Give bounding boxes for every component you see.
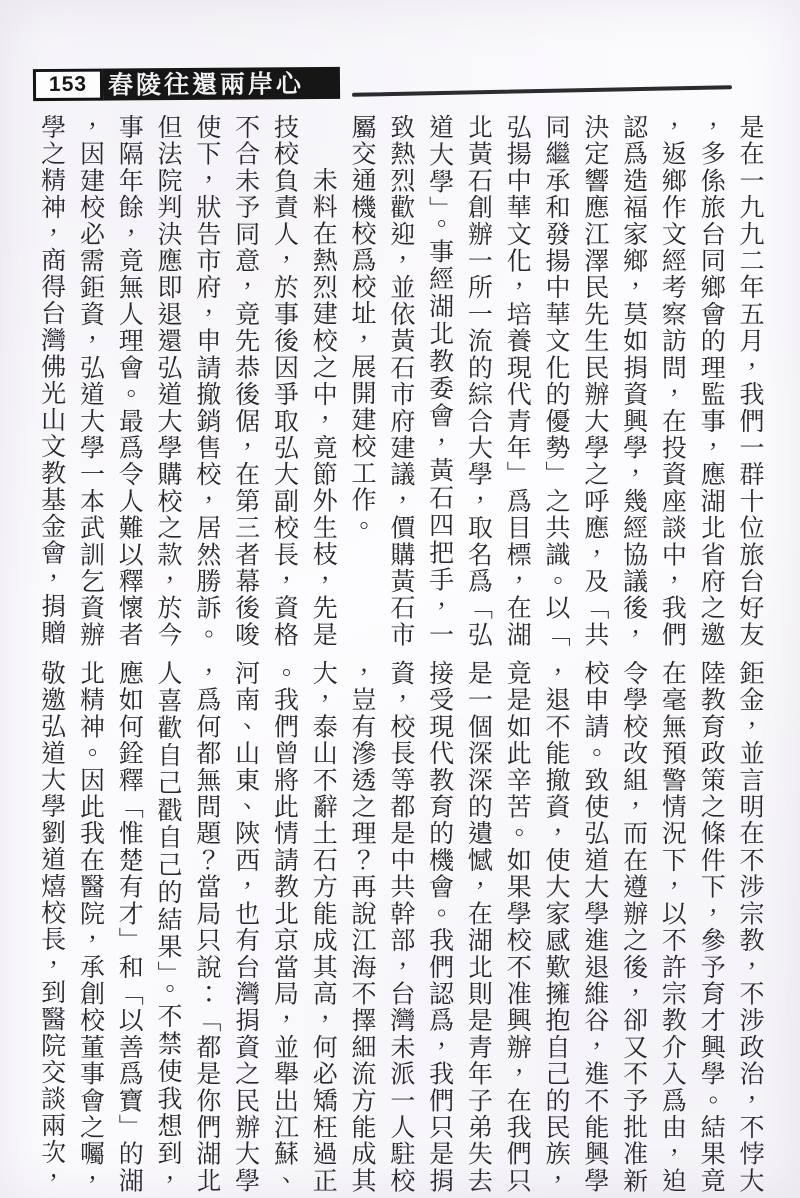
header-rule-line <box>352 85 732 96</box>
paragraph-continuation-2: 鉅金，並言明在不涉宗教，不涉政治，不悖大陸教育政策之條件下，參予育才興學。結果竟在毫無預警情況下，以不許宗教介入爲由，迫令學校改組，而在遵辦之後，卻又不予批准新校申請。致使弘道大學進退維谷，進不能興學，退不能撤資，使大家感歎擁抱自己的民族，竟是如此辛苦。如果學校不准興辦，在我們只是一個深深的遺憾，在湖北則是青年子弟失去接受現代教育的機會。我們認爲，我們只是捐資，校長等都是中共幹部，台灣未派一人駐校，豈有滲透之理？再說江海不擇細流方能成其大，泰山不辭土石方能成其高，何必矯枉過正。我們曾將此情請教北京當局，並舉出江蘇、河南、山東、陝西，也有台灣捐資之民辦大學，爲何都無問題？當局只說：「都是你們湖北人喜歡自己戳自己的結果」。不禁使我想到，應如何銓釋「惟楚有才」和「以善爲寶」的湖北精神。因此我在醫院，承創校董事會之囑，敬邀弘道大學劉道熺校長，到醫院交談兩次， <box>37 660 763 1194</box>
chapter-title-bar <box>101 67 340 101</box>
paragraph-continuation: 是在一九九二年五月，我們一群十位旅台好友，多係旅台同鄉會的理監事，應湖北省府之邀，返鄉作文經考察訪問，在投資座談中，我們認爲造福家鄉，莫如捐資興學，幾經協議後，決定響應江澤民先生民辦大學之呼應，及「共同繼承和發揚中華文化的優勢」之共識。以「弘揚中華文化，培養現代青年」爲目標，在湖北黃石創辦一所一流的綜合大學，取名爲「弘道大學」。事經湖北教委會，黃石四把手，一致熱烈歡迎，並依黃石市府建議，價購黃石市屬交通機校爲校址，展開建校工作。 <box>348 114 763 648</box>
page-number: 153 <box>48 72 88 96</box>
paragraph-new: 未料在熱烈建校之中，竟節外生枝，先是技校負責人，於事後因爭取弘大副校長，資格不合未予同意，竟先恭後倨，在第三者幕後唆使下，狀告市府，申請撤銷售校，居然勝訴。但法院判決應即退還弘道大學購校之款，於今事隔年餘，竟無人理會。最爲令人難以釋懷者，因建校必需鉅資，弘道大學一本武訓乞資辦學之精神，商得台灣佛光山文教基金會，捐贈 <box>37 114 337 648</box>
page-number-box <box>33 69 103 101</box>
page-header <box>33 67 340 101</box>
chapter-title: 舂陵往還兩岸心 <box>107 71 305 100</box>
text-block-top <box>30 114 768 648</box>
text-block-bottom <box>30 660 768 1194</box>
